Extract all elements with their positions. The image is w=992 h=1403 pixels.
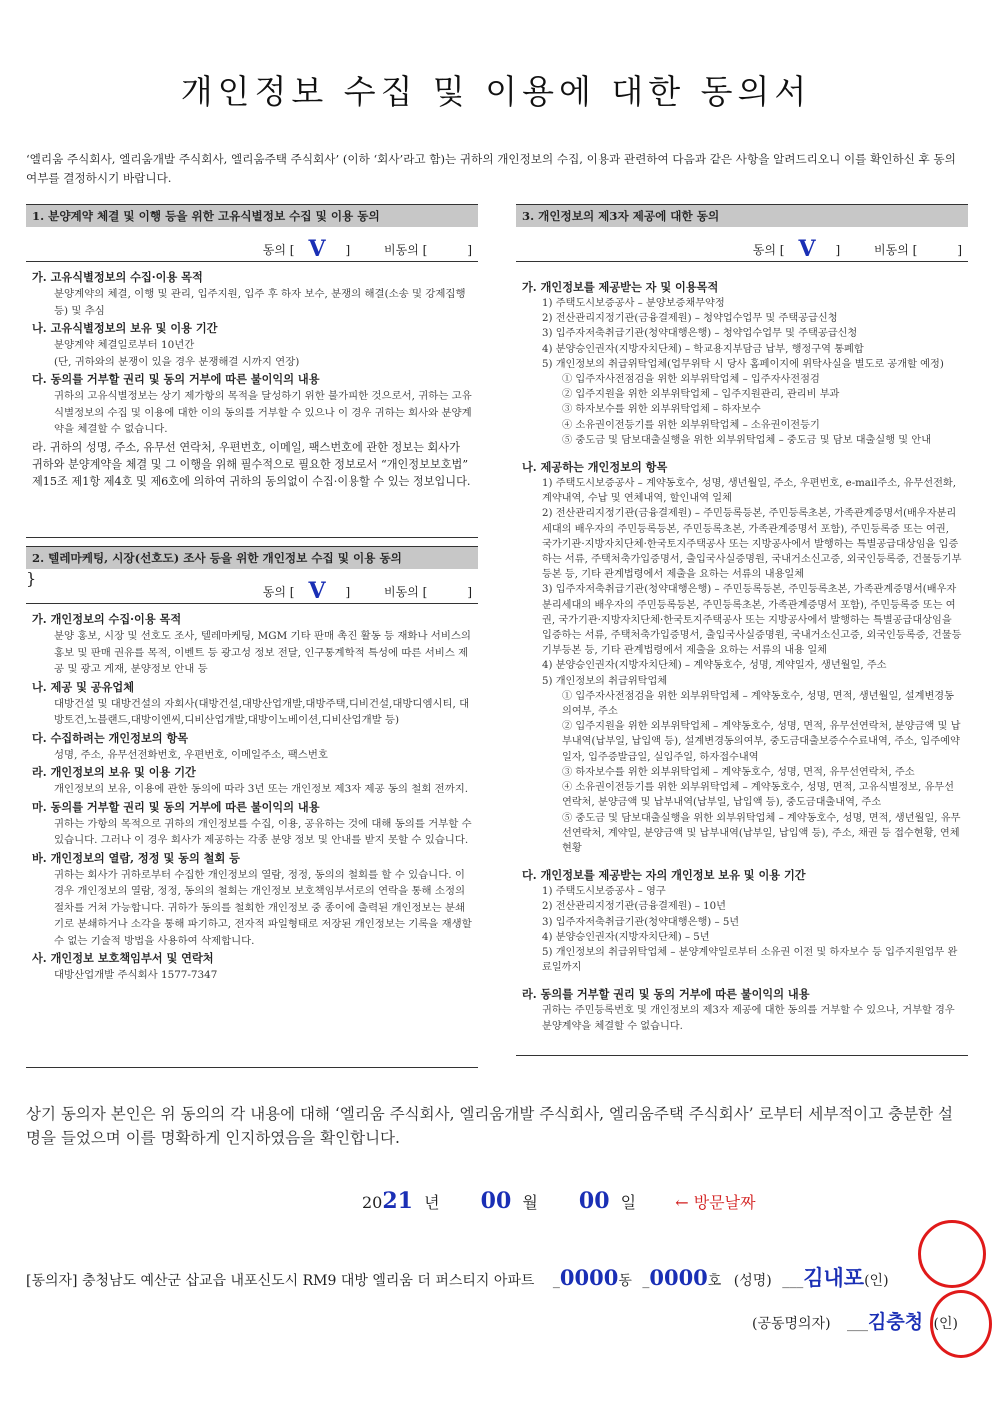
s1-item-text: 분양계약 체결일로부터 10년간 (단, 귀하와의 분쟁이 있을 경우 분쟁해결 시까지 연장) <box>54 339 300 368</box>
s2-item-head: 사. 개인정보 보호책임부서 및 연락처 <box>32 951 214 965</box>
s3-c-head: 다. 개인정보를 제공받는 자의 개인정보 보유 및 이용 기간 <box>522 868 806 883</box>
s2-item-text: 분양 홍보, 시장 및 선호도 조사, 텔레마케팅, MGM 기타 판매 촉진 활동 등 재화나 서비스의 홍보 및 판매 권유를 목적, 이벤트 등 광고성 정보 전달, 인구통계학적 특성에 따른 서비스 제공 및 광고 게재, 분양정보 안내 등 <box>54 630 471 675</box>
s1-item-head: 나. 고유식별정보의 보유 및 이용 기간 <box>32 321 218 335</box>
s3-b-subitem: ④ 소유권이전등기를 위한 외부위탁업체 – 계약동호수, 성명, 면적, 고유식별정보, 유무선연락처, 분양금액 및 납부내역(납부일, 납입액 등), 중도금대출내역, 주소 <box>562 782 954 809</box>
date-line <box>362 1188 756 1214</box>
s3-b-list <box>522 476 962 856</box>
visit-date-note: ← 방문날짜 <box>675 1193 756 1212</box>
s3-b-subitem: ① 입주자사전점검을 위한 외부위탁업체 – 계약동호수, 성명, 면적, 생년월일, 설계변경동의여부, 주소 <box>562 690 954 718</box>
signer-address: [동의자] 충청남도 예산군 삽교읍 내포신도시 RM9 대방 엘리움 더 퍼스티지 아파트 <box>26 1273 535 1289</box>
ho-field[interactable]: 0000 <box>649 1265 708 1290</box>
s2-item-head: 바. 개인정보의 열람, 정정 및 동의 철회 등 <box>32 850 240 865</box>
s2-item-head: 다. 수집하려는 개인정보의 항목 <box>32 730 189 745</box>
s3-a-head: 가. 개인정보를 제공받는 자 및 이용목적 <box>522 280 719 294</box>
section-2 <box>26 546 478 1068</box>
year-unit: 년 <box>424 1193 440 1212</box>
s3-d-head: 라. 동의를 거부할 권리 및 동의 거부에 따른 불이익의 내용 <box>522 987 810 1002</box>
agree-check-mark: V <box>798 236 816 262</box>
co-signer-seal: (인) <box>933 1316 958 1332</box>
section-2-body <box>26 604 478 1068</box>
disagree-label: 비동의 [ <box>874 243 918 257</box>
s2-item-text: 개인정보의 보유, 이용에 관한 동의에 따라 3년 또는 개인정보 제3자 제공 동의 철회 전까지. <box>54 783 469 795</box>
seal-circle-co-signer <box>930 1290 992 1358</box>
agree-label: 동의 [ <box>262 585 295 599</box>
s3-b-item: 2) 전산관리지정기관(금융결제원) – 주민등록등본, 주민등록초본, 가족관계증명서(배우자분리세대의 배우자의 주민등록등본, 주민등록초본, 가족관계증명서 포함), 주민등록증 또는 여권, 국가기관·지방자치단체·한국토지주택공사 또는 지방공사에서 발행하는 특별공급대상임을 입증하는 서류, 주택처축가입증명서, 출입국사실증명원, 국내거소신고증, 외국인등록증, 건물등기부등본 등, 기타 관계법령에서 제출을 요하는 서류의 내용일체 <box>542 508 962 581</box>
s3-b-item: 5) 개인정보의 취급위탁업체 <box>542 675 668 687</box>
disagree-close: ] <box>467 243 472 257</box>
section-1 <box>26 204 478 538</box>
s3-a-item: 5) 개인정보의 취급위탁업체(업무위탁 시 당사 홈페이지에 위탁사실을 별도로 공개할 예정) <box>542 358 944 370</box>
section-3-agree-row[interactable] <box>753 236 962 262</box>
s3-a-list <box>522 296 962 448</box>
s3-c-item: 4) 분양승인권자(지방자치단체) – 5년 <box>542 931 710 943</box>
dong-unit: 동 <box>618 1273 632 1289</box>
s3-a-subitem: ③ 하자보수를 위한 외부위탁업체 – 하자보수 <box>562 404 761 416</box>
signer-line: [동의자] 충청남도 예산군 삽교읍 내포신도시 RM9 대방 엘리움 더 퍼스티지 아파트 _0000동 _0000호 (성명) ___김내포(인) <box>26 1265 889 1290</box>
s3-a-subitem: ⑤ 중도금 및 담보대출실행을 위한 외부위탁업체 – 중도금 및 담보 대출실행 및 안내 <box>562 434 932 446</box>
co-signer-line: (공동명의자) ___김충청 (인) <box>752 1311 958 1333</box>
section-1-title: 1. 분양계약 체결 및 이행 등을 위한 고유식별정보 수집 및 이용 동의 <box>26 205 478 227</box>
s3-c-item: 5) 개인정보의 취급위탁업체 – 분양계약일로부터 소유권 이전 및 하자보수 등 입주지원업무 완료일까지 <box>542 946 958 974</box>
month-field[interactable]: 00 <box>480 1188 512 1214</box>
disagree-close: ] <box>957 243 962 257</box>
disagree-close: ] <box>467 585 472 599</box>
s3-a-subitem: ② 입주지원을 위한 외부위탁업체 – 입주지원관리, 관리비 부과 <box>562 389 840 401</box>
s3-a-subitem: ① 입주자사전점검을 위한 외부위탁업체 – 입주자사전점검 <box>562 374 820 386</box>
dong-field[interactable]: 0000 <box>559 1265 619 1290</box>
co-signer-name-field[interactable]: 김충청 <box>868 1311 924 1333</box>
s1-item-text: 분양계약의 체결, 이행 및 관리, 입주지원, 입주 후 하자 보수, 분쟁의 해결(소송 및 강제집행 등) 및 추심 <box>54 288 466 317</box>
seal-circle-signer <box>918 1220 986 1288</box>
s3-d-text: 귀하는 주민등록번호 및 개인정보의 제3자 제공에 대한 동의를 거부할 수 있으나, 거부할 경우 분양계약을 체결할 수 없습니다. <box>542 1005 955 1032</box>
s3-c-item: 2) 전산관리지정기관(금융결제원) – 10년 <box>542 901 726 913</box>
day-unit: 일 <box>620 1193 637 1212</box>
section-2-title: 2. 텔레마케팅, 시장(선호도) 조사 등을 위한 개인정보 수집 및 이용 동의 <box>26 547 478 569</box>
s3-a-subitem: ④ 소유권이전등기를 위한 외부위탁업체 – 소유권이전등기 <box>562 419 820 431</box>
section-3-header <box>516 204 968 262</box>
agree-check-mark: V <box>308 578 326 604</box>
signer-name-field[interactable]: 김내포 <box>803 1265 865 1290</box>
section-3-title: 3. 개인정보의 제3자 제공에 대한 동의 <box>516 205 968 227</box>
document-title: 개인정보 수집 및 이용에 대한 동의서 <box>180 72 812 111</box>
s2-item-text: 대방건설 및 대방건설의 자회사(대방건설,대방산업개발,대방주택,디비건설,대방디엠시티, 대방토건,노블랜드,대방이엔씨,디비산업개발,대방이노베이션,디비산업개발 등) <box>54 697 470 726</box>
agree-label: 동의 [ <box>262 243 295 257</box>
s3-b-item: 3) 입주자저축취급기관(청약대행은행) – 주민등록등본, 주민등록초본, 가족관계증명서(배우자분리세대의 배우자의 주민등록등본, 주민등록초본, 가족관계증명서 포함), 주민등록증 또는 여권, 국가기관·지방자치단체·한국토지주택공사 또는 지방공사에서 발행하는 특별공급대상임을 입증하는 서류, 주택처축가입증명서, 출입국사실증명원, 국내거소신고증, 외국인등록증, 건물등기부등본 등, 기타 관계법령에서 제출을 요하는 서류의 내용 일체 <box>542 584 962 657</box>
s3-c-item: 3) 입주자저축취급기관(청약대행은행) – 5년 <box>542 916 740 928</box>
section-2-header: 2. 텔레마케팅, 시장(선호도) 조사 등을 위한 개인정보 수집 및 이용 동의 동의 [ V ] 비동의 [ ] } <box>26 546 478 604</box>
section-1-body <box>26 262 478 538</box>
s2-item-head: 가. 개인정보의 수집·이용 목적 <box>32 612 182 626</box>
s1-item-head: 라. 귀하의 성명, 주소, 유무선 연락처, 우편번호, 이메일, 팩스번호에 관한 정보는 회사가 귀하와 분양계약을 체결 및 그 이행을 위해 필수적으로 필요한 정보로서 “개인정보보호법” 제15조 제1항 제4호 및 제6호에 의하여 귀하의 동의없이 수집·이용할 수 있는 정보입니다. <box>32 440 471 488</box>
agree-check-mark: V <box>308 236 326 262</box>
agree-close: ] <box>345 243 351 257</box>
agree-close: ] <box>345 585 351 599</box>
s1-item-head: 다. 동의를 거부할 권리 및 동의 거부에 따른 불이익의 내용 <box>32 372 320 386</box>
ho-unit: 호 <box>707 1273 722 1289</box>
s3-b-subitem: ⑤ 중도금 및 담보대출실행을 위한 외부위탁업체 – 계약동호수, 성명, 면적, 생년월일, 유무선연락처, 계약일, 분양금액 및 납부내역(납부일, 납입액 등), 주소, 채권 등 접수현황, 연체현황 <box>562 812 961 854</box>
s3-b-item: 1) 주택도시보증공사 – 계약동호수, 성명, 생년월일, 주소, 우편번호, e-mail주소, 유무선전화, 계약내역, 수납 및 연체내역, 할인내역 일체 <box>542 478 956 505</box>
section-3 <box>516 204 968 1056</box>
s2-item-text: 대방산업개발 주식회사 1577-7347 <box>54 969 218 981</box>
section-3-body <box>516 262 968 1056</box>
s3-b-head: 나. 제공하는 개인정보의 항목 <box>522 460 668 475</box>
s2-item-head: 마. 동의를 거부할 권리 및 동의 거부에 따른 불이익의 내용 <box>32 799 320 814</box>
s1-item-head: 가. 고유식별정보의 수집·이용 목적 <box>32 270 203 284</box>
co-signer-label: (공동명의자) <box>752 1316 831 1332</box>
signer-seal: (인) <box>864 1273 889 1289</box>
s3-a-item: 4) 분양승인권자(지방자치단체) – 학교용지부담금 납부, 행정구역 통폐합 <box>542 343 864 355</box>
s3-b-subitem: ③ 하자보수를 위한 외부위탁업체 – 계약동호수, 성명, 면적, 유무선연락처, 주소 <box>562 766 915 778</box>
confirmation-statement: 상기 동의자 본인은 위 동의의 각 내용에 대해 ‘엘리움 주식회사, 엘리움개발 주식회사, 엘리움주택 주식회사’ 로부터 세부적이고 충분한 설명을 들었으며 이를 명확하게 인지하였음을 확인합니다. <box>26 1105 953 1147</box>
section-2-agree-row[interactable] <box>263 578 472 604</box>
s3-b-item: 4) 분양승인권자(지방자치단체) – 계약동호수, 성명, 계약일자, 생년월일, 주소 <box>542 660 887 672</box>
s3-a-item: 2) 전산관리지정기관(금융결제원) – 청약업수업무 및 주택공급신청 <box>542 313 838 325</box>
year-field[interactable]: 21 <box>382 1188 413 1214</box>
s3-c-list <box>522 884 962 975</box>
month-unit: 월 <box>522 1193 538 1212</box>
agree-label: 동의 [ <box>752 243 785 257</box>
s3-c-item: 1) 주택도시보증공사 – 영구 <box>542 886 666 898</box>
s2-item-text: 성명, 주소, 유무선전화번호, 우편번호, 이메일주소, 팩스번호 <box>54 748 328 761</box>
disagree-label: 비동의 [ <box>384 243 428 257</box>
agree-close: ] <box>835 243 841 257</box>
s2-item-head: 라. 개인정보의 보유 및 이용 기간 <box>32 765 196 779</box>
year-prefix: 20 <box>362 1193 383 1212</box>
s2-item-text: 귀하는 회사가 귀하로부터 수집한 개인정보의 열람, 정정, 동의의 철회를 할 수 있습니다. 이 경우 개인정보의 열람, 정정, 동의의 철회는 개인정보 보호책임부서로의 연락을 통해 소정의 절차를 거쳐 가능합니다. 귀하가 동의를 철회한 개인정보 중 종이에 출력된 개인정보는 분쇄기로 분쇄하거나 소각을 통해 파기하고, 전자적 파일형태로 저장된 개인정보는 기록을 재생할 수 없는 기술적 방법을 사용하여 삭제합니다. <box>54 868 472 947</box>
intro-text: ‘엘리움 주식회사, 엘리움개발 주식회사, 엘리움주택 주식회사’ (이하 ‘회사’라고 함)는 귀하의 개인정보의 수집, 이용과 관련하여 다음과 같은 사항을 알려드리오니 이를 확인하신 후 동의 여부를 결정하시기 바랍니다. <box>26 152 956 185</box>
name-label: (성명) <box>733 1273 772 1289</box>
disagree-label: 비동의 [ <box>384 585 428 599</box>
s2-item-head: 나. 제공 및 공유업체 <box>32 679 135 694</box>
section-1-agree-row[interactable] <box>263 236 472 262</box>
section-1-header <box>26 204 478 262</box>
day-field[interactable]: 00 <box>578 1188 610 1214</box>
s2-item-text: 귀하는 가항의 목적으로 귀하의 개인정보를 수집, 이용, 공유하는 것에 대해 동의를 거부할 수 있습니다. 그러나 이 경우 회사가 제공하는 각종 분양 정보 및 안내를 받지 못할 수 있습니다. <box>54 817 472 846</box>
s1-item-text: 귀하의 고유식별정보는 상기 제가항의 목적을 달성하기 위한 불가피한 것으로서, 귀하는 고유식별정보의 수집 및 이용에 대한 이의 동의를 거부할 수 있으나 이 경우 귀하는 회사와 분양계약을 체결할 수 없습니다. <box>54 390 472 435</box>
s3-a-item: 1) 주택도시보증공사 – 분양보증채무약정 <box>542 298 725 309</box>
s3-b-subitem: ② 입주지원을 위한 외부위탁업체 – 계약동호수, 성명, 면적, 유무선연락처, 분양금액 및 납부내역(납부일, 납입액 등), 설계변경동의여부, 중도금대출보증수수료내역, 주소, 입주예약일자, 입주증발급일, 실입주일, 하자접수내역 <box>562 721 961 763</box>
s3-a-item: 3) 입주자저축취급기관(청약대행은행) – 청약업수업무 및 주택공급신청 <box>542 328 858 340</box>
